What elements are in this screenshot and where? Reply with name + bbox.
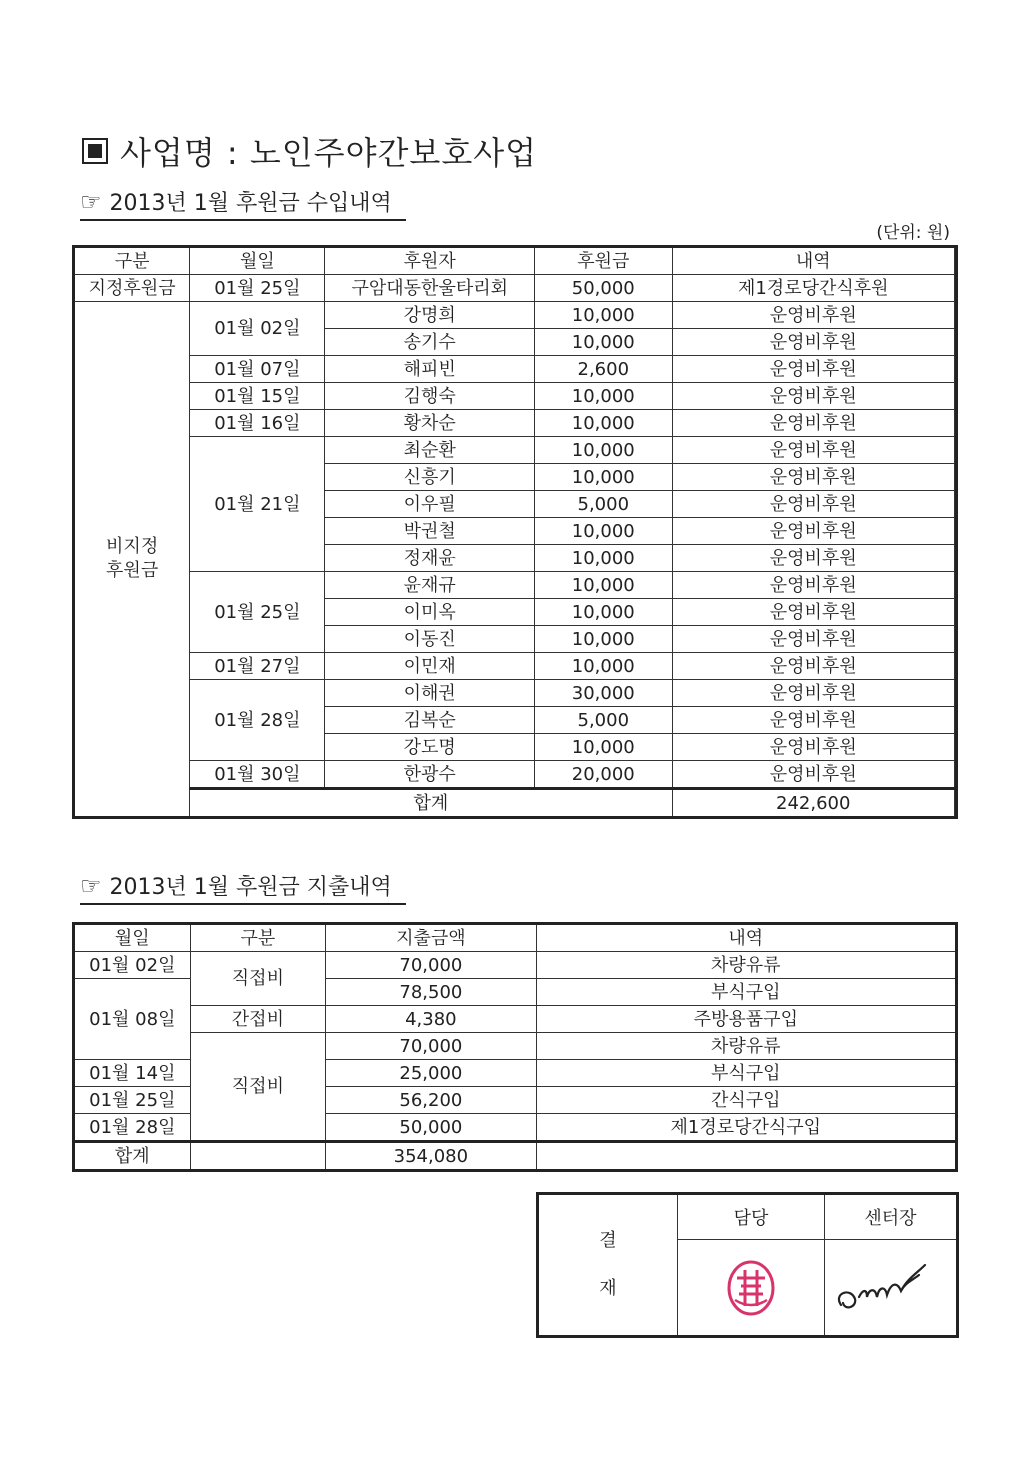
- table-row: [74, 275, 957, 302]
- pointing-hand-icon: ☞: [80, 187, 102, 216]
- detail-cell: 운영비후원: [672, 761, 955, 789]
- detail-cell: 운영비후원: [672, 329, 955, 356]
- expense-heading: [80, 870, 406, 905]
- total-detail: [536, 1142, 956, 1171]
- total-label: 합계: [74, 1142, 191, 1171]
- detail-cell: 차량유류: [536, 1033, 956, 1060]
- income-heading: [80, 186, 406, 221]
- approval-label-top: 결: [599, 1230, 617, 1251]
- date-cell: 01월 28일: [190, 680, 325, 761]
- signature-icon: [831, 1253, 951, 1323]
- approval-box: [536, 1192, 959, 1338]
- detail-cell: 운영비후원: [672, 626, 955, 653]
- detail-cell: 부식구입: [536, 1060, 956, 1087]
- date-cell: 01월 27일: [190, 653, 325, 680]
- table-row: [74, 653, 957, 680]
- date-cell: 01월 21일: [190, 437, 325, 572]
- amount-cell: 30,000: [535, 680, 672, 707]
- date-cell: 01월 25일: [74, 1087, 191, 1114]
- donor-cell: 윤재규: [325, 572, 535, 599]
- donor-cell: 김행숙: [325, 383, 535, 410]
- table-row: [74, 302, 957, 329]
- donor-cell: 송기수: [325, 329, 535, 356]
- detail-cell: 차량유류: [536, 952, 956, 979]
- total-row: [74, 1142, 957, 1171]
- col-category: 구분: [74, 247, 190, 275]
- expense-table: [72, 922, 958, 1172]
- table-row: [74, 680, 957, 707]
- page-title-text: 사업명 : 노인주야간보호사업: [120, 134, 538, 172]
- amount-cell: 2,600: [535, 356, 672, 383]
- expense-heading-text: 2013년 1월 후원금 지출내역: [109, 875, 392, 900]
- amount-cell: 50,000: [535, 275, 672, 302]
- date-cell: 01월 25일: [190, 275, 325, 302]
- amount-cell: 10,000: [535, 383, 672, 410]
- amount-cell: 4,380: [326, 1006, 536, 1033]
- detail-cell: 운영비후원: [672, 356, 955, 383]
- amount-cell: 10,000: [535, 734, 672, 761]
- detail-cell: 운영비후원: [672, 302, 955, 329]
- type-cell: 간접비: [190, 1006, 326, 1033]
- amount-cell: 10,000: [535, 518, 672, 545]
- amount-cell: 70,000: [326, 1033, 536, 1060]
- amount-cell: 56,200: [326, 1087, 536, 1114]
- col-date: 월일: [190, 247, 325, 275]
- donor-cell: 이동진: [325, 626, 535, 653]
- donor-cell: 한광수: [325, 761, 535, 789]
- table-row: [74, 572, 957, 599]
- date-cell: 01월 28일: [74, 1114, 191, 1142]
- approval-label-bottom: 재: [599, 1278, 617, 1299]
- donor-cell: 이미옥: [325, 599, 535, 626]
- col-amount: 지출금액: [326, 924, 536, 952]
- detail-cell: 운영비후원: [672, 545, 955, 572]
- donor-cell: 신흥기: [325, 464, 535, 491]
- detail-cell: 운영비후원: [672, 599, 955, 626]
- table-row: [74, 761, 957, 789]
- detail-cell: 운영비후원: [672, 491, 955, 518]
- donor-cell: 정재윤: [325, 545, 535, 572]
- square-bullet-icon: [82, 138, 108, 164]
- detail-cell: 간식구입: [536, 1087, 956, 1114]
- col-type: 구분: [190, 924, 326, 952]
- amount-cell: 25,000: [326, 1060, 536, 1087]
- detail-cell: 운영비후원: [672, 572, 955, 599]
- category-cell: 지정후원금: [74, 275, 190, 302]
- role-manager: 담당: [678, 1194, 825, 1240]
- donor-cell: 해피빈: [325, 356, 535, 383]
- detail-cell: 제1경로당간식구입: [536, 1114, 956, 1142]
- date-cell: 01월 14일: [74, 1060, 191, 1087]
- detail-cell: 운영비후원: [672, 680, 955, 707]
- date-cell: 01월 08일: [74, 979, 191, 1060]
- donor-cell: 이우필: [325, 491, 535, 518]
- amount-cell: 20,000: [535, 761, 672, 789]
- amount-cell: 10,000: [535, 464, 672, 491]
- col-detail: 내역: [672, 247, 955, 275]
- pointing-hand-icon: ☞: [80, 871, 102, 900]
- income-table: [72, 245, 958, 819]
- donor-cell: 박권철: [325, 518, 535, 545]
- category-line: 후원금: [106, 560, 159, 581]
- detail-cell: 주방용품구입: [536, 1006, 956, 1033]
- detail-cell: 운영비후원: [672, 653, 955, 680]
- date-cell: 01월 15일: [190, 383, 325, 410]
- date-cell: 01월 02일: [74, 952, 191, 979]
- col-date: 월일: [74, 924, 191, 952]
- date-cell: 01월 16일: [190, 410, 325, 437]
- expense-header-row: [74, 924, 957, 952]
- director-signature-cell: [825, 1240, 958, 1337]
- table-row: [74, 356, 957, 383]
- amount-cell: 10,000: [535, 329, 672, 356]
- amount-cell: 70,000: [326, 952, 536, 979]
- page-title: [82, 128, 537, 174]
- date-cell: 01월 02일: [190, 302, 325, 356]
- amount-cell: 10,000: [535, 572, 672, 599]
- total-label: 합계: [190, 789, 672, 818]
- donor-cell: 강명희: [325, 302, 535, 329]
- date-cell: 01월 07일: [190, 356, 325, 383]
- table-row: [74, 410, 957, 437]
- col-detail: 내역: [536, 924, 956, 952]
- col-donor: 후원자: [325, 247, 535, 275]
- donor-cell: 구암대동한울타리회: [325, 275, 535, 302]
- table-row: [74, 952, 957, 979]
- stamp-icon: [721, 1256, 781, 1320]
- amount-cell: 50,000: [326, 1114, 536, 1142]
- donor-cell: 강도명: [325, 734, 535, 761]
- detail-cell: 운영비후원: [672, 707, 955, 734]
- role-director: 센터장: [825, 1194, 958, 1240]
- type-cell: 직접비: [190, 952, 326, 1006]
- date-cell: 01월 30일: [190, 761, 325, 789]
- col-amount: 후원금: [535, 247, 672, 275]
- table-row: [74, 383, 957, 410]
- amount-cell: 5,000: [535, 491, 672, 518]
- income-heading-text: 2013년 1월 후원금 수입내역: [109, 191, 392, 216]
- type-cell: 직접비: [190, 1033, 326, 1142]
- income-header-row: [74, 247, 957, 275]
- detail-cell: 운영비후원: [672, 410, 955, 437]
- table-row: [74, 1033, 957, 1060]
- amount-cell: 10,000: [535, 545, 672, 572]
- amount-cell: 10,000: [535, 410, 672, 437]
- amount-cell: 78,500: [326, 979, 536, 1006]
- amount-cell: 10,000: [535, 437, 672, 464]
- donor-cell: 최순환: [325, 437, 535, 464]
- donor-cell: 이민재: [325, 653, 535, 680]
- manager-stamp-cell: [678, 1240, 825, 1337]
- total-row: [74, 789, 957, 818]
- amount-cell: 10,000: [535, 626, 672, 653]
- amount-cell: 10,000: [535, 302, 672, 329]
- detail-cell: 운영비후원: [672, 518, 955, 545]
- detail-cell: 운영비후원: [672, 383, 955, 410]
- detail-cell: 운영비후원: [672, 734, 955, 761]
- donor-cell: 김복순: [325, 707, 535, 734]
- donor-cell: 이해권: [325, 680, 535, 707]
- category-cell: [74, 302, 190, 818]
- detail-cell: 운영비후원: [672, 464, 955, 491]
- detail-cell: 제1경로당간식후원: [672, 275, 955, 302]
- amount-cell: 10,000: [535, 599, 672, 626]
- amount-cell: 10,000: [535, 653, 672, 680]
- table-row: [74, 437, 957, 464]
- donor-cell: 황차순: [325, 410, 535, 437]
- detail-cell: 부식구입: [536, 979, 956, 1006]
- date-cell: 01월 25일: [190, 572, 325, 653]
- total-amount: 242,600: [672, 789, 955, 818]
- total-amount: 354,080: [326, 1142, 536, 1171]
- unit-label: (단위: 원): [876, 223, 950, 243]
- detail-cell: 운영비후원: [672, 437, 955, 464]
- category-line: 비지정: [106, 536, 159, 557]
- approval-label: [538, 1194, 678, 1337]
- table-row: [74, 1006, 957, 1033]
- amount-cell: 5,000: [535, 707, 672, 734]
- total-detail: [955, 789, 957, 818]
- total-type: [190, 1142, 326, 1171]
